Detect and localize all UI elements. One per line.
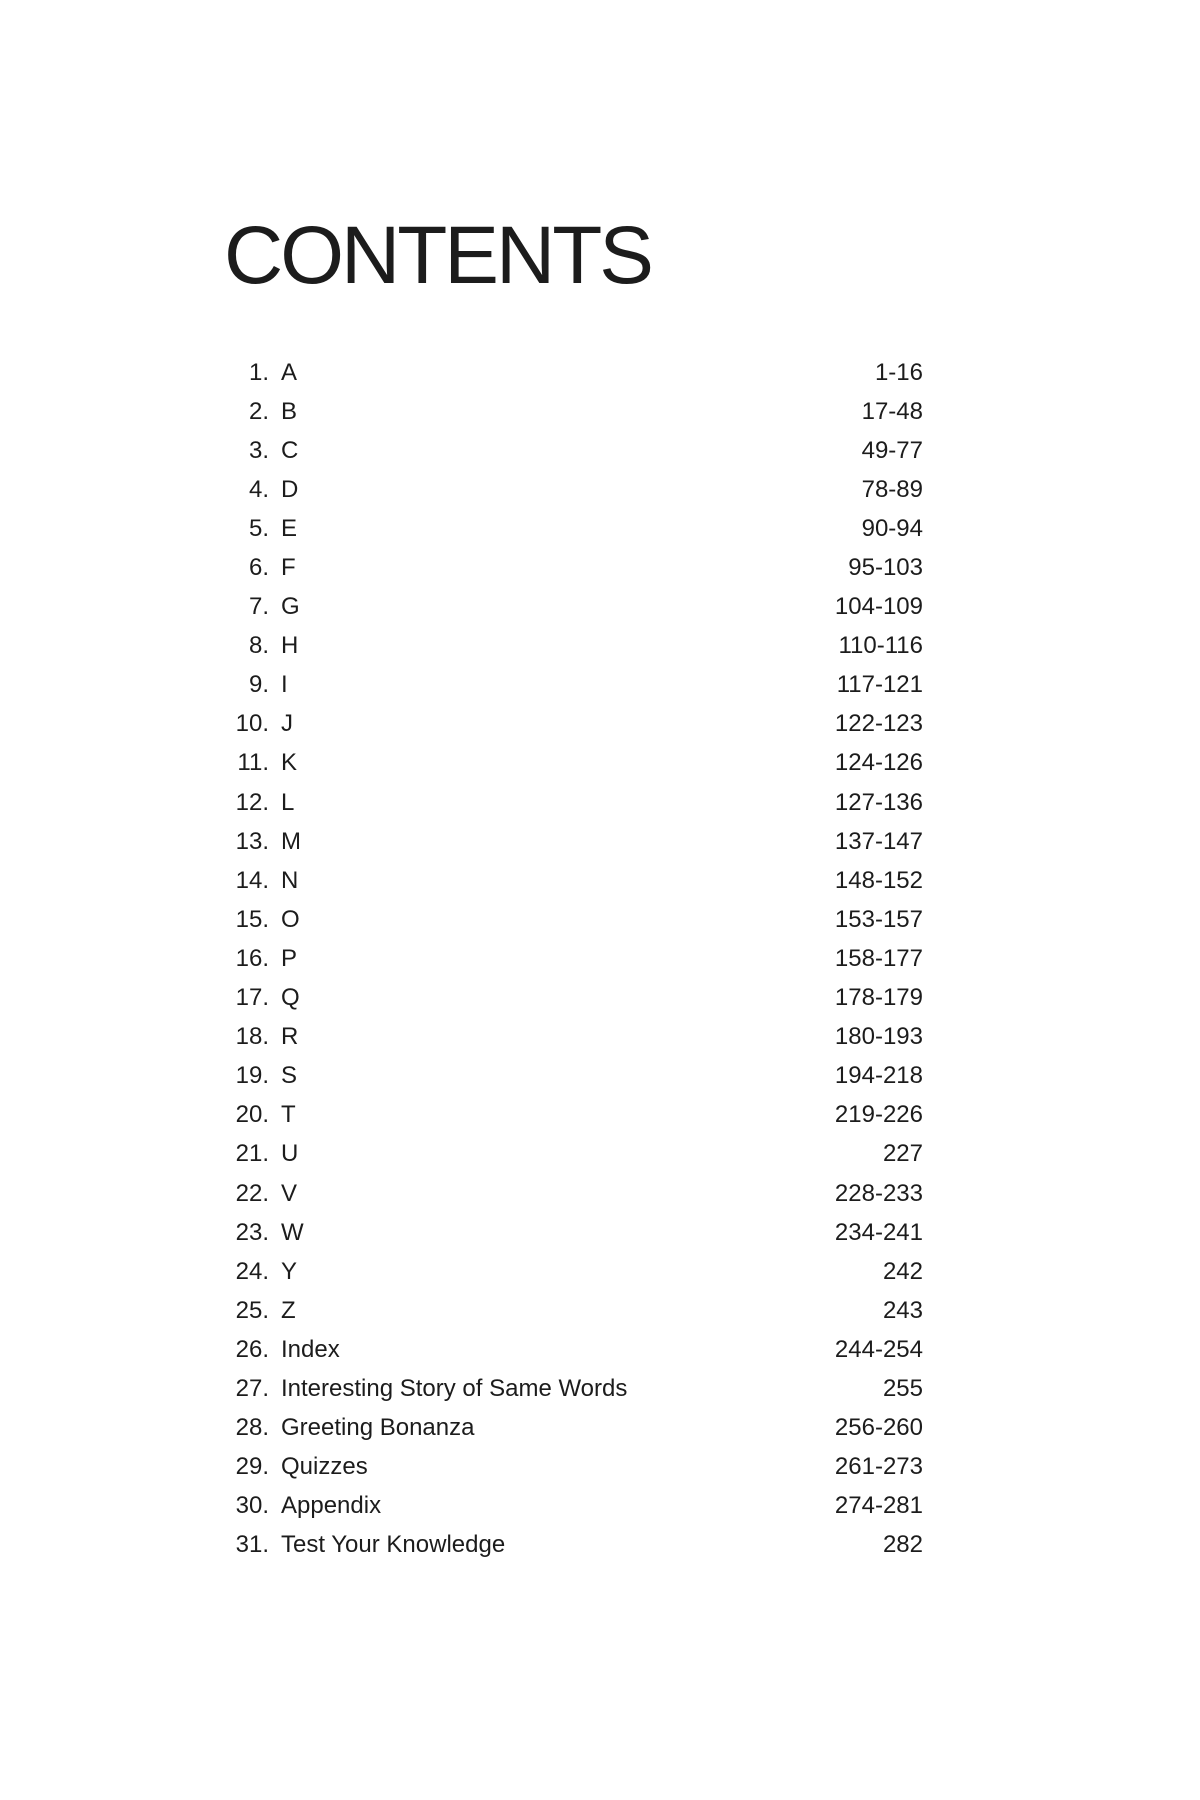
toc-entry-title: Appendix (281, 1492, 382, 1520)
toc-entry-title: Quizzes (281, 1453, 368, 1481)
toc-entry-title: H (281, 632, 299, 660)
toc-entry (224, 1369, 924, 1408)
toc-entry-number: 28. (235, 1414, 269, 1442)
toc-entry (224, 548, 924, 587)
toc-entry (224, 1057, 924, 1096)
toc-entry (224, 861, 924, 900)
toc-entry-pages: 228-233 (834, 1179, 923, 1207)
toc-entry-number: 29. (235, 1453, 269, 1481)
toc-entry-number: 20. (235, 1101, 269, 1129)
toc-entry-title: N (281, 866, 299, 894)
toc-entry-title: F (281, 554, 296, 582)
toc-entry-pages: 17-48 (861, 397, 923, 425)
toc-entry (224, 1409, 924, 1448)
toc-entry-title: K (281, 749, 298, 777)
toc-entry (224, 900, 924, 939)
toc-entry-pages: 242 (882, 1257, 923, 1285)
toc-entry-number: 10. (235, 710, 269, 738)
toc-entry-number: 19. (235, 1062, 269, 1090)
toc-entry-pages: 124-126 (834, 749, 923, 777)
toc-entry-number: 13. (235, 827, 269, 855)
toc-entry-title: T (281, 1101, 296, 1129)
toc-entry (224, 1213, 924, 1252)
toc-entry-pages: 227 (882, 1140, 923, 1168)
toc-entry-pages: 122-123 (834, 710, 923, 738)
toc-entry-pages: 180-193 (834, 1023, 923, 1051)
toc-entry-pages: 282 (882, 1531, 923, 1559)
toc-entry-number: 4. (248, 475, 269, 503)
toc-entry (224, 979, 924, 1018)
toc-entry-number: 18. (235, 1023, 269, 1051)
toc-entry-pages: 256-260 (834, 1414, 923, 1442)
toc-entry (224, 1330, 924, 1369)
toc-entry (224, 1526, 924, 1565)
toc-entry-pages: 178-179 (834, 984, 923, 1012)
toc-entry-title: O (281, 905, 300, 933)
toc-entry-pages: 153-157 (834, 905, 923, 933)
toc-entry-number: 12. (235, 788, 269, 816)
toc-entry-number: 26. (235, 1335, 269, 1363)
toc-entry (224, 392, 924, 431)
toc-entry-pages: 194-218 (834, 1062, 923, 1090)
toc-entry (224, 353, 924, 392)
toc-entry (224, 783, 924, 822)
toc-entry-pages: 219-226 (834, 1101, 923, 1129)
toc-entry (224, 1135, 924, 1174)
toc-entry-title: V (281, 1179, 298, 1207)
toc-entry-number: 8. (248, 632, 269, 660)
toc-entry-title: B (281, 397, 298, 425)
toc-entry-number: 7. (248, 593, 269, 621)
toc-entry-number: 17. (235, 984, 269, 1012)
toc-entry (224, 744, 924, 783)
toc-entry-number: 23. (235, 1218, 269, 1246)
toc-entry-title: R (281, 1023, 299, 1051)
toc-entry-number: 11. (237, 749, 269, 777)
toc-entry (224, 1291, 924, 1330)
toc-entry-number: 31. (235, 1531, 269, 1559)
toc-entry-number: 21. (235, 1140, 269, 1168)
toc-entry-title: G (281, 593, 300, 621)
toc-entry-number: 3. (248, 436, 269, 464)
toc-entry (224, 509, 924, 548)
toc-entry-pages: 127-136 (834, 788, 923, 816)
toc-entry-pages: 261-273 (834, 1453, 923, 1481)
toc-entry-pages: 110-116 (838, 632, 923, 660)
toc-entry-number: 5. (248, 514, 269, 542)
toc-entry-title: A (281, 358, 298, 386)
toc-entry-pages: 255 (882, 1374, 923, 1402)
toc-entry-title: Index (281, 1335, 340, 1363)
toc-entry-pages: 104-109 (834, 593, 923, 621)
toc-entry-title: D (281, 475, 299, 503)
toc-entry (224, 1018, 924, 1057)
toc-entry-title: M (281, 827, 301, 855)
toc-entry-pages: 1-16 (874, 358, 923, 386)
toc-entry (224, 705, 924, 744)
toc-entry-title: P (281, 944, 298, 972)
toc-entry-pages: 78-89 (861, 475, 923, 503)
toc-entry-title: C (281, 436, 299, 464)
page-title: CONTENTS (224, 210, 651, 301)
toc-entry (224, 470, 924, 509)
toc-entry (224, 627, 924, 666)
toc-entry (224, 1174, 924, 1213)
toc-entry-pages: 90-94 (861, 514, 923, 542)
toc-entry-title: Greeting Bonanza (281, 1414, 475, 1442)
toc-entry-number: 15. (235, 905, 269, 933)
toc-entry-title: L (281, 788, 295, 816)
toc-entry (224, 1252, 924, 1291)
toc-entry-title: Z (281, 1296, 296, 1324)
toc-entry-pages: 158-177 (834, 944, 923, 972)
toc-entry-title: J (281, 710, 293, 738)
toc-entry-number: 1. (248, 358, 269, 386)
toc-entry-number: 6. (248, 554, 269, 582)
toc-entry (224, 588, 924, 627)
toc-entry-number: 27. (235, 1374, 269, 1402)
toc-entry (224, 822, 924, 861)
toc-entry-title: Q (281, 984, 300, 1012)
toc-entry-pages: 137-147 (834, 827, 923, 855)
toc-entry-title: Test Your Knowledge (281, 1531, 506, 1559)
toc-entry-title: E (281, 514, 298, 542)
toc-entry-number: 2. (248, 397, 269, 425)
toc-entry-number: 14. (235, 866, 269, 894)
toc-entry-number: 30. (235, 1492, 269, 1520)
toc-entry-number: 9. (248, 671, 269, 699)
toc-entry (224, 431, 924, 470)
toc-entry (224, 939, 924, 978)
toc-entry (224, 1487, 924, 1526)
toc-entry-pages: 244-254 (834, 1335, 923, 1363)
toc-entry-title: W (281, 1218, 304, 1246)
toc-entry (224, 1096, 924, 1135)
toc-entry-number: 25. (235, 1296, 269, 1324)
toc-entry-title: Y (281, 1257, 298, 1285)
table-of-contents (224, 353, 924, 1565)
toc-entry-title: S (281, 1062, 298, 1090)
toc-entry-pages: 49-77 (861, 436, 923, 464)
toc-entry-title: U (281, 1140, 299, 1168)
toc-entry-pages: 274-281 (834, 1492, 923, 1520)
toc-entry-number: 24. (235, 1257, 269, 1285)
toc-entry-pages: 234-241 (834, 1218, 923, 1246)
toc-entry-title: Interesting Story of Same Words (281, 1374, 628, 1402)
toc-entry (224, 666, 924, 705)
toc-entry (224, 1448, 924, 1487)
toc-entry-pages: 243 (882, 1296, 923, 1324)
toc-entry-number: 16. (235, 944, 269, 972)
toc-entry-pages: 148-152 (834, 866, 923, 894)
toc-entry-pages: 95-103 (848, 554, 923, 582)
toc-entry-title: I (281, 671, 288, 699)
toc-entry-pages: 117-121 (836, 671, 923, 699)
toc-entry-number: 22. (235, 1179, 269, 1207)
